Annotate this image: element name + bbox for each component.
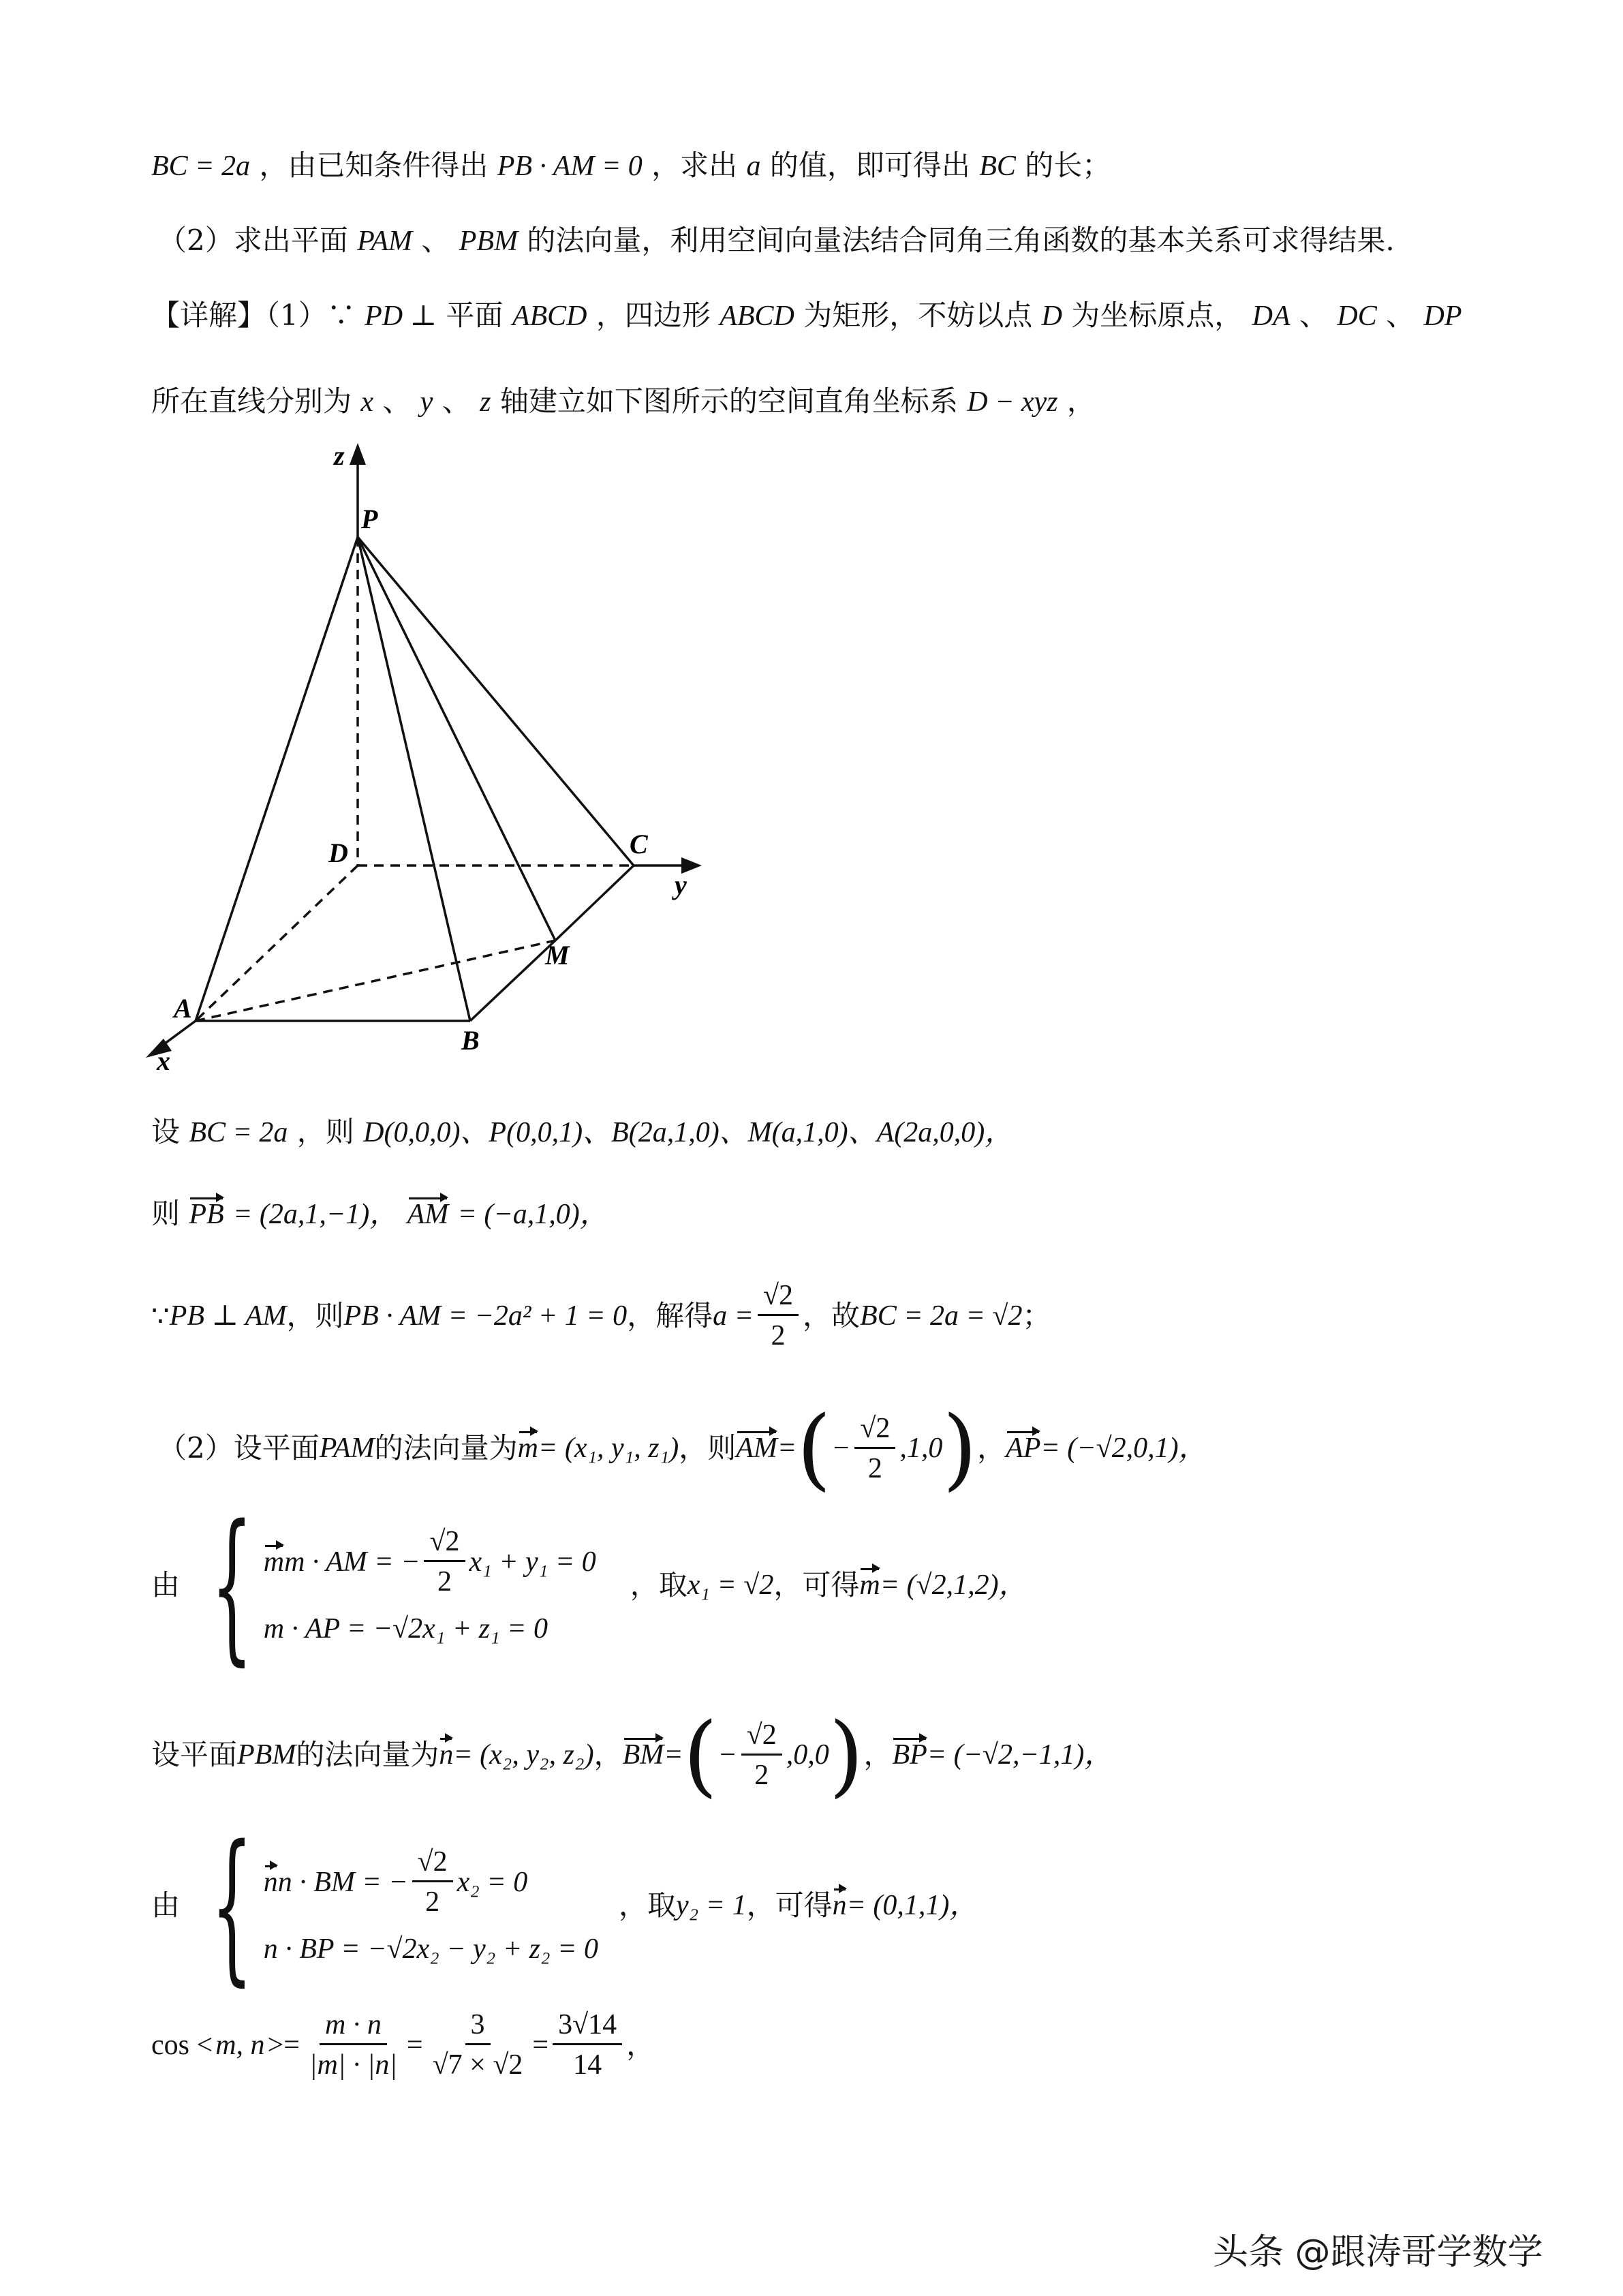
fraction [424,1527,465,1596]
vector-pb: PB [189,1199,224,1230]
math: PD ⊥ [365,301,437,332]
text: ； [1022,1298,1051,1332]
math: = (0,1,1)， [846,1890,978,1921]
text-line-12 [151,2010,655,2079]
edge-am [196,940,555,1021]
text: 、 [421,224,450,257]
equation-system-2 [151,1810,978,2001]
denominator: 14 [573,2049,602,2081]
math: BC = 2a = √2 [860,1300,1023,1332]
math: cos < [151,2029,213,2061]
edge-mc [555,866,634,940]
vector-bm: BM [622,1739,664,1771]
paren-open: ( [683,1703,718,1807]
pyramid-figure [136,436,749,1077]
vector-am: AM [407,1199,449,1230]
text: 、 [1386,299,1415,332]
fraction [553,2010,622,2079]
text-line-10 [151,1703,1113,1807]
denominator: 2 [437,1566,452,1597]
math: n · BM = − [277,1866,408,1898]
text: ， [593,1738,623,1771]
math: = (2a,1,−1)， [233,1199,399,1230]
text: （2）设平面 [158,1431,320,1465]
label-d: D [328,838,348,868]
text: ，则 [679,1431,737,1465]
text: ，解得 [627,1298,713,1332]
text: 的值，即可得出 [769,149,970,182]
math-a: a [746,151,761,182]
paren-close: ) [829,1703,864,1807]
text: ，可得 [746,1888,833,1922]
vector-m: m [263,1546,285,1578]
text: 的法向量为 [296,1738,439,1771]
numerator: √2 [854,1414,895,1449]
math: = (−√2,−1,1)， [927,1739,1113,1771]
text: 设平面 [151,1738,238,1771]
math: PB · AM = −2a² + 1 = 0 [343,1300,628,1332]
math: a = [713,1300,754,1332]
math: PB ⊥ AM [169,1300,287,1332]
vector-bp: BP [892,1739,927,1771]
math: = (x₁, y₁, z₁) [538,1433,679,1464]
denominator: √7 × √2 [432,2049,523,2081]
math: >= [267,2029,300,2061]
math: = (−a,1,0)， [457,1199,608,1230]
text: ，取 [618,1888,676,1922]
text: ，由已知条件得出 [259,149,489,182]
math-bc2: BC [979,151,1016,182]
numerator: √2 [758,1281,799,1316]
edge-pa [196,537,358,1021]
math: m · AP = −√2x₁ + z₁ = 0 [263,1613,548,1644]
math: = [406,2029,423,2061]
math: BC = 2a [189,1117,288,1148]
denominator: 2 [771,1320,786,1351]
math-points: D(0,0,0)、P(0,0,1)、B(2a,1,0)、M(a,1,0)、A(2a,0,0)， [363,1117,1014,1148]
brace: { [211,1810,253,2001]
fraction [412,1848,453,1916]
text: 则 [151,1197,181,1230]
text: ，故 [803,1298,861,1332]
vector-m: m [517,1433,538,1464]
denominator: 2 [425,1886,440,1918]
text: 、 [1299,299,1329,332]
math: = [532,2029,549,2061]
label-b: B [461,1025,480,1056]
numerator: m · n [320,2010,387,2045]
label-m: M [545,940,570,970]
numerator: 3√14 [553,2010,622,2045]
math: ,0,0 [786,1739,829,1771]
vector-n: n [832,1890,847,1921]
math: m · AM = − [284,1546,420,1578]
math: D [1041,301,1062,332]
math: D − xyz [967,386,1058,418]
math: = [777,1433,797,1464]
edge-da [196,866,358,1021]
z-arrow [350,443,366,465]
math: PAM [319,1433,375,1464]
math-pam: PAM [357,226,412,257]
label-z: z [334,440,345,471]
math: x₁ + y₁ = 0 [469,1546,596,1578]
label-a: A [174,993,192,1024]
text: 由 [151,1888,181,1922]
text: 所在直线分别为 [151,384,352,418]
numerator: √2 [412,1848,453,1882]
text-line-4 [151,384,1096,418]
text: ， [977,1431,1006,1465]
label-y: y [675,870,687,900]
text: ，可得 [773,1568,860,1602]
vector-n: n [263,1866,278,1898]
text: ， [863,1738,893,1771]
edge-bm [470,940,555,1021]
text-line-7 [151,1281,1051,1350]
numerator: √2 [741,1721,782,1756]
fraction [427,2010,529,2079]
text: 、 [382,384,412,418]
text-line-2 [158,226,1395,256]
math: = (x₂, y₂, z₂) [453,1739,594,1771]
fraction [854,1414,895,1483]
math-bc: BC = 2a [151,151,251,182]
text: （2）求出平面 [158,224,348,257]
equation-system-1 [151,1490,1027,1681]
system-rows [264,1848,598,1963]
math: PBM [237,1739,296,1771]
text: ， [626,2027,655,2062]
text: 为矩形，不妨以点 [803,299,1033,332]
text-line-8 [158,1396,1207,1500]
denominator: 2 [754,1759,769,1791]
numerator: 3 [465,2010,491,2045]
math: − [717,1739,737,1771]
text: 的法向量，利用空间向量法结合同角三角函数的基本关系可求得结果. [527,224,1395,257]
text: ∵ [151,1298,170,1332]
fraction [741,1721,782,1790]
system-rows [264,1527,596,1643]
edge-pb [358,537,470,1021]
text: 平面 [446,299,504,332]
math: = (√2,1,2)， [880,1570,1027,1601]
label-c: C [630,829,648,859]
math: y [420,386,433,418]
label-p: P [361,504,378,534]
math: ABCD [512,301,587,332]
fraction [304,2010,403,2079]
text: ， [1066,384,1096,418]
math: z [480,386,491,418]
vector-am: AM [736,1433,777,1464]
vector-ap: AP [1006,1433,1041,1464]
vector-m: m [859,1570,880,1601]
paren-open: ( [797,1396,831,1500]
label-x: x [157,1045,170,1076]
fraction [758,1281,799,1350]
text-line-3 [151,301,1462,331]
math: y₂ = 1 [675,1890,747,1921]
math: x₁ = √2 [687,1570,774,1601]
text: 【详解】（1）∵ [151,299,356,332]
math: DA [1252,301,1290,332]
math-pb-am: PB · AM = 0 [497,151,643,182]
math: = (−√2,0,1)， [1040,1433,1207,1464]
math-pbm: PBM [459,226,519,257]
text: 为坐标原点， [1071,299,1243,332]
math: DC [1337,301,1377,332]
paren-close: ) [942,1396,978,1500]
text-line-6 [151,1199,608,1229]
text-line-1 [151,151,1111,181]
denominator: 2 [867,1452,882,1484]
text: ，四边形 [596,299,711,332]
math: n · BP = −√2x₂ − y₂ + z₂ = 0 [263,1933,598,1965]
math: ,1,0 [899,1433,943,1464]
brace: { [211,1490,253,1681]
text: ，则 [296,1115,354,1148]
math: = [664,1739,683,1771]
text: 、 [442,384,471,418]
denominator: |m| · |n| [309,2049,397,2081]
text: ，则 [286,1298,344,1332]
math: − [831,1433,851,1464]
math: x₂ = 0 [457,1866,528,1898]
text: 的长； [1025,149,1111,182]
math: DP [1423,301,1462,332]
text: 由 [151,1568,181,1602]
math: m, n [215,2029,265,2061]
text: ，取 [630,1568,687,1602]
text: ，求出 [651,149,738,182]
text-line-5 [151,1115,1014,1148]
text: 的法向量为 [374,1431,518,1465]
numerator: √2 [424,1527,465,1562]
math: x [360,386,374,418]
vector-n: n [439,1739,454,1771]
watermark: 头条 @跟涛哥学数学 [1213,2232,1543,2273]
text: 设 [151,1115,181,1148]
text: 轴建立如下图所示的空间直角坐标系 [499,384,958,418]
math: ABCD [720,301,794,332]
